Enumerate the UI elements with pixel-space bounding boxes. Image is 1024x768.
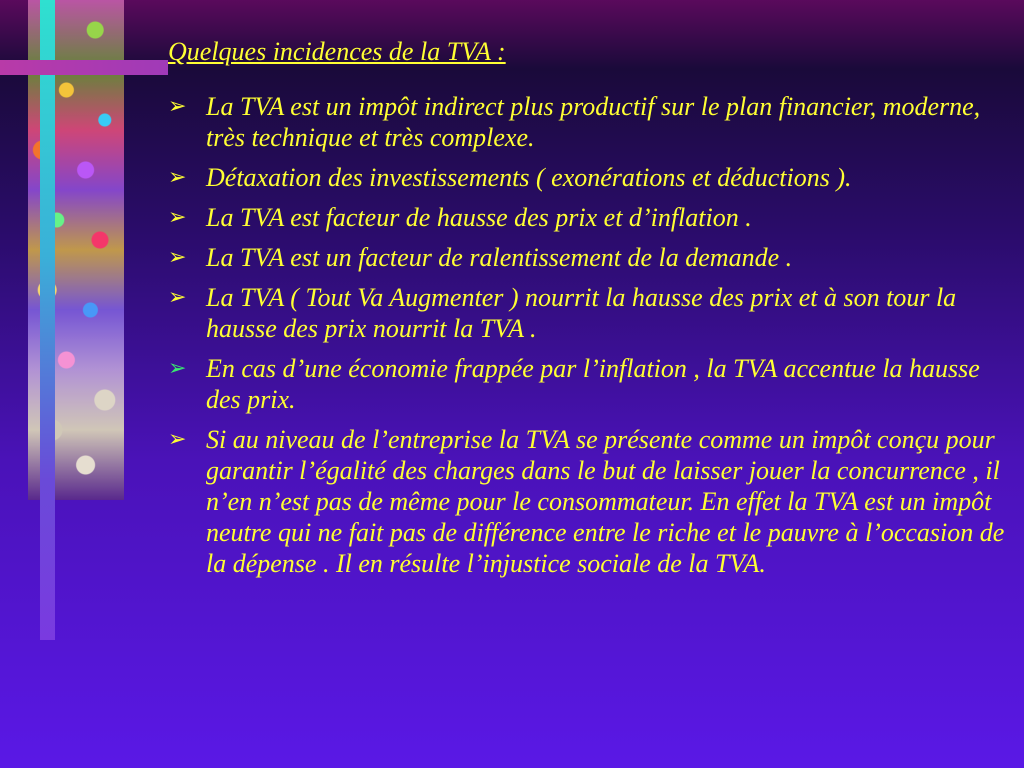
bullet-list <box>168 91 1013 579</box>
arrow-bullet-icon: ➢ <box>168 93 187 119</box>
arrow-bullet-icon: ➢ <box>168 204 187 230</box>
bullet-item <box>168 282 1013 344</box>
arrow-bullet-icon: ➢ <box>168 244 187 270</box>
slide-title: Quelques incidences de la TVA : <box>168 37 506 66</box>
bullet-item <box>168 242 1013 273</box>
bullet-text: La TVA est un facteur de ralentissement de la demande . <box>206 242 793 272</box>
arrow-bullet-icon: ➢ <box>168 284 187 310</box>
decorative-vertical-bar <box>40 0 55 640</box>
bullet-text: En cas d’une économie frappée par l’inflation , la TVA accentue la hausse des prix. <box>206 353 980 414</box>
arrow-bullet-icon: ➢ <box>168 426 187 452</box>
bullet-text: Si au niveau de l’entreprise la TVA se présente comme un impôt conçu pour garantir l’égalité des charges dans le but de laisser jouer la concurrence , il n’en n’est pas de même pour le consommateur. En effet la TVA est un impôt neutre qui ne fait pas de différence entre le riche et le pauvre à l’occasion de la dépense . Il en résulte l’injustice sociale de la TVA. <box>206 424 1005 578</box>
slide-content <box>168 38 1013 588</box>
arrow-bullet-icon: ➢ <box>168 355 187 381</box>
bullet-item <box>168 202 1013 233</box>
bullet-item <box>168 162 1013 193</box>
bullet-item <box>168 424 1013 579</box>
bullet-item <box>168 353 1013 415</box>
bullet-text: Détaxation des investissements ( exonérations et déductions ). <box>206 162 852 192</box>
bullet-text: La TVA est facteur de hausse des prix et d’inflation . <box>206 202 752 232</box>
bullet-text: La TVA ( Tout Va Augmenter ) nourrit la hausse des prix et à son tour la hausse des prix nourrit la TVA . <box>206 282 957 343</box>
bullet-text: La TVA est un impôt indirect plus productif sur le plan financier, moderne, très technique et très complexe. <box>206 91 981 152</box>
decorative-horizontal-bar <box>0 60 168 75</box>
bullet-item <box>168 91 1013 153</box>
arrow-bullet-icon: ➢ <box>168 164 187 190</box>
